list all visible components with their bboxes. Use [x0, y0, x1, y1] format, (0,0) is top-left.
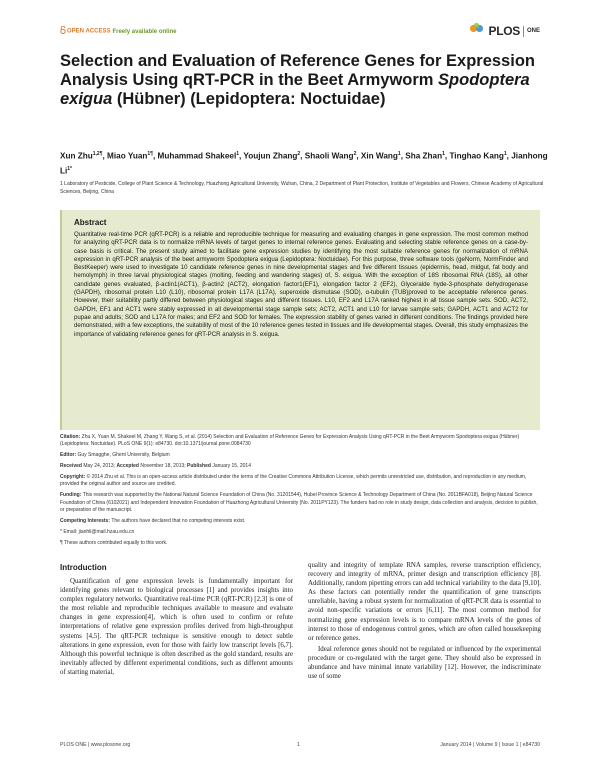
- citation-text: Zhu X, Yuan M, Shakeel M, Zhang Y, Wang S, et al. (2014) Selection and Evaluation of Reference Genes for Expression Analysis Using qRT-PCR in the Beet Armyworm Spodoptera exigua (Hübner) (Lepidoptera: Noctuidae). PLoS ONE 9(1): e84730. doi:10.1371/journal.pone.0084730: [60, 434, 520, 448]
- funding: [60, 492, 540, 514]
- left-column: [60, 563, 293, 677]
- author-name: Shaoli Wang: [304, 151, 354, 161]
- title-species: Spodoptera exigua: [60, 71, 530, 108]
- plos-logo-icon: [469, 22, 484, 40]
- dates: [60, 463, 540, 470]
- open-lock-icon: [60, 26, 66, 36]
- published-label: Published: [187, 463, 211, 470]
- author-name: Xin Wang: [360, 151, 398, 161]
- author-affiliation-marker: 1: [503, 151, 507, 157]
- citation: [60, 434, 540, 448]
- author-affiliation-marker: 2: [353, 151, 357, 157]
- funding-label: Funding:: [60, 492, 82, 499]
- plos-wordmark: PLOS: [488, 24, 520, 38]
- accepted-label: Accepted: [116, 463, 139, 470]
- body-paragraph: Quantification of gene expression levels is fundamentally important for identifying genes relevant to biological processes [1] and provides insights into complex regulatory networks. Quantitative real-time PCR (qRT-PCR) [2,3] is one of the most reliable and reproducible techniques available to measure and evaluate changes in gene expression[4], which is often used to confirm or refute interpretations of relative gene expression profiles derived from high-throughput systems [4,5]. The qRT-PCR technique is sensitive enough to detect subtle alterations in gene expression, even for those with fairly low transcript levels [6,7]. Although this powerful technique is often described as the gold standard, results are inevitably affected by different experimental conditions, such as different amounts of starting material,: [60, 578, 293, 676]
- footer-issue: January 2014 | Volume 9 | Issue 1 | e84730: [440, 742, 540, 748]
- author-name: Muhammad Shakeel: [157, 151, 237, 161]
- author-affiliation-marker: 1: [236, 151, 240, 157]
- abstract-text: Quantitative real-time PCR (qRT-PCR) is a reliable and reproducible technique for measuring and evaluating changes in gene expression. The most common method for analyzing qRT-PCR data is to normalize mRNA levels of target genes to internal reference genes. Evaluating and selecting stable reference genes on a case-by-case basis is critical. The present study aimed to facilitate gene expression studies by identifying the most suitable reference genes for normalization of mRNA expression in qRT-PCR analysis of the beet armyworm Spodoptera exigua (Lepidoptera: Noctuidae). For this purpose, three software tools (geNorm, NormFinder and BestKeeper) were used to investigate 10 candidate reference genes in nine developmental stages and five different tissues (epidermis, head, midgut, fat body and hemolymph) in three larval physiological stages (molting, feeding and wandering stages) of, S. exigua. With the exception of 18S ribosomal RNA (18S), all other candidate genes evaluated, β-actin1(ACT1), β-actin2 (ACT2), elongation factor1(EF1), elongation factor 2 (EF2), Glyceralde hyde-3-phosphate dehydrogenase (GAPDH), ribosomal protein L10 (L10), ribosomal protein L17A (L17A), superoxide dismutase (SOD), α-tubulin (TUB)proved to be acceptable reference genes. However, their suitability partly differed between physiological stages and different tissues. L10, EF2 and L17A ranked highest in all tissue sample sets. SOD, ACT2, GAPDH, EF1 and ACT1 were stably expressed in all developmental stage sample sets; ACT2, ACT1 and L10 for larvae sample sets; GAPDH, ACT1 and ACT2 for pupae and adults; SOD and L17A for males; and EF2 and SOD for females. The expression stability of genes varied in different conditions. The findings provided here demonstrated, with a few exceptions, the suitability of most of the 10 reference genes tested in tissues and life developmental stages. Overall, this study emphasizes the importance of validating reference genes for qRT-PCR analysis in S. exigua.: [74, 231, 528, 338]
- corresponding-email[interactable]: * Email: jianhli@mail.hzau.edu.cn: [60, 528, 135, 535]
- accepted-date: November 18, 2013;: [140, 463, 186, 470]
- editor-text: Guy Smagghe, Ghent University, Belgium: [77, 452, 170, 459]
- author-name: Jianhong Li: [60, 151, 548, 176]
- introduction-heading: Introduction: [60, 563, 107, 572]
- funding-text: This research was supported by the National Natural Science Foundation of China (No. 31201544), Hubei Province Science & Technology Department of China (No. 2011BFA018), Beijing Natural Science Foundation of China (6102021) and Independent Innovation Foundation of Huazhong Agricultural University (No. 2011PY123). The funders had no role in study design, data collection and analysis, decision to publish, or preparation of the manuscript.: [60, 492, 538, 513]
- author-name: Sha Zhan: [405, 151, 443, 161]
- open-access-label: OPEN ACCESS: [67, 28, 111, 35]
- copyright-text: © 2014 Zhu et al. This is an open-access article distributed under the terms of the Creative Commons Attribution License, which permits unrestricted use, distribution, and reproduction in any medium, provided the original author and source are credited.: [60, 474, 527, 488]
- author-affiliation-marker: 2: [297, 151, 301, 157]
- title-text: Selection and Evaluation of Reference Genes for Expression Analysis Using qRT-PCR in the Beet Armyworm: [60, 52, 535, 89]
- author-name: Tinghao Kang: [449, 151, 504, 161]
- author-name: Youjun Zhang: [243, 151, 298, 161]
- author-affiliation-marker: 1,2¶: [92, 151, 103, 157]
- freely-available-label: Freely available online: [112, 28, 177, 35]
- journal-header: [60, 26, 540, 40]
- editor-label: Editor:: [60, 452, 77, 459]
- body-paragraph: quality and integrity of template RNA samples, reverse transcription efficiency, recovery and integrity of mRNA, primer design and transcription efficiency [8]. Additionally, random pipetting errors can add technical variability to the data [9,10]. As these factors can potentially render the quantification of gene transcripts unreliable, having a robust system for normalization of qRT-PCR data is essential to avoid non-specific variations or errors [6,11]. The most common method for normalizing gene expression levels is to compare mRNA levels of the genes of interest to those of endogenous control genes, which are often called housekeeping or reference genes.: [308, 562, 541, 642]
- abstract-box: [60, 210, 540, 430]
- footer-journal[interactable]: PLOS ONE | www.plosone.org: [60, 742, 131, 748]
- interests-label: Competing Interests:: [60, 517, 111, 524]
- article-metadata: [60, 434, 540, 551]
- open-access-badge: [60, 26, 176, 36]
- logo-divider: [523, 26, 524, 37]
- author-list: Xun Zhu$^{1,2\P}$, Miao Yuan$^{1\P}$, Muhammad Shakeel$^1$, Youjun Zhang$^2$, Shaoli Wang$^2$, Xin Wang$^1$, Sha Zhan$^1$, Tinghao Kang$^1$, Jianhong $Li^{1*}$: [60, 151, 548, 176]
- received-label: Received: [60, 463, 82, 470]
- author-name: Miao Yuan: [107, 151, 148, 161]
- right-column: [308, 561, 541, 681]
- body-paragraph: Ideal reference genes should not be regulated or influenced by the experimental procedure or co-regulated with the target gene. They should also be expressed in abundance and have minimal innate variability [12]. However, the indiscriminate use of some: [308, 645, 541, 681]
- interests-text: The authors have declared that no competing interests exist.: [111, 517, 246, 524]
- article-title: [60, 52, 550, 109]
- copyright: [60, 474, 540, 488]
- author-affiliation-marker: 1¶: [147, 151, 153, 157]
- author-affiliation-marker: 1: [397, 151, 401, 157]
- author-affiliation-marker: 1*: [67, 165, 73, 172]
- plos-one-logo: [469, 22, 540, 38]
- author-name: Xun Zhu: [60, 151, 93, 161]
- published-date: January 15, 2014: [212, 463, 251, 470]
- author-affiliation-marker: 1: [442, 151, 445, 157]
- affiliations: 1 Laboratory of Pesticide, College of Plant Science & Technology, Huazhong Agricultural University, Wuhan, China, 2 Department of Plant Protection, Institute of Vegetables and Flowers, Chinese Academy of Agricultural Sciences, Beijing, China: [60, 181, 544, 195]
- page-number: 1: [297, 742, 300, 748]
- page-footer: [60, 742, 540, 752]
- title-text-end: (Hübner) (Lepidoptera: Noctuidae): [112, 90, 386, 108]
- abstract-heading: Abstract: [74, 218, 107, 227]
- one-wordmark: ONE: [526, 28, 540, 34]
- citation-label: Citation:: [60, 434, 81, 440]
- received-date: May 24, 2013;: [83, 463, 116, 470]
- editor: [60, 452, 540, 459]
- copyright-label: Copyright:: [60, 474, 86, 481]
- competing-interests: [60, 518, 540, 525]
- equal-contribution-note: ¶ These authors contributed equally to this work.: [60, 539, 168, 546]
